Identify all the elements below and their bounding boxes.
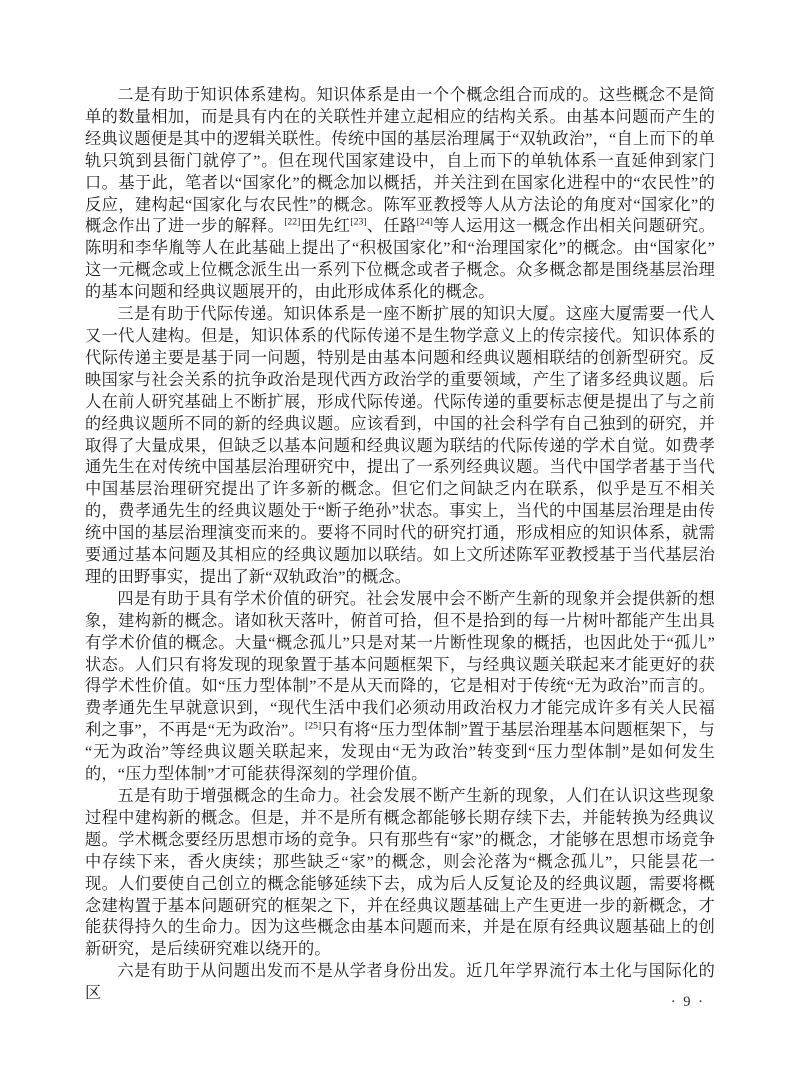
paragraph-5: 六是有助于从问题出发而不是从学者身份出发。近几年学界流行本土化与国际化的区: [85, 962, 715, 1003]
citation-ref: [22]: [284, 217, 301, 229]
paragraph-4: 五是有助于增强概念的生命力。社会发展不断产生新的现象，人们在认识这些现象过程中建构新的概念。但是，并不是所有概念都能够长期存续下去，并能转换为经典议题。学术概念要经历思想市场的竞争。只有那些有“家”的概念，才能够在思想市场竞争中存续下来，香火庚续；那些缺乏“家”的概念，则会沦落为“概念孤儿”，只能昙花一现。人们要使自己创立的概念能够延续下去，成为后人反复论及的经典议题，需要将概念建构置于基本问题研究的框架之下，并在经典议题基础上产生更进一步的新概念，才能获得持久的生命力。因为这些概念由基本问题而来，并是在原有经典议题基础上的创新研究，是后续研究难以绕开的。: [85, 787, 715, 959]
citation-ref: [25]: [305, 720, 322, 732]
citation-ref: [24]: [416, 217, 433, 229]
page-number: · 9 ·: [670, 994, 705, 1010]
body-text: [85, 85, 715, 1005]
paragraph-1: 二是有助于知识体系建构。知识体系是由一个个概念组合而成的。这些概念不是简单的数量相加，而是具有内在的关联性并建立起相应的结构关系。由基本问题而产生的经典议题便是其中的逻辑关联性。传统中国的基层治理属于“双轨政治”，“自上而下的单轨只筑到县衙门就停了”。但在现代国家建设中，自上而下的单轨体系一直延伸到家门口。基于此，笔者以“国家化”的概念加以概括，并关注到在国家化进程中的“农民性”的反应，建构起“国家化与农民性”的概念。陈军亚教授等人从方法论的角度对“国家化”的概念作出了进一步的解释。[22]田先红[23]、任路[24]等人运用这一概念作出相关问题研究。陈明和李华胤等人在此基础上提出了“积极国家化”和“治理国家化”的概念。由“国家化”这一元概念或上位概念派生出一系列下位概念或者子概念。众多概念都是围绕基层治理的基本问题和经典议题展开的，由此形成体系化的概念。: [85, 86, 715, 302]
paragraph-3: 四是有助于具有学术价值的研究。社会发展中会不断产生新的现象并会提供新的想象，建构新的概念。诸如秋天落叶，俯首可拾，但不是拾到的每一片树叶都能产生出具有学术价值的概念。大量“概念孤儿”只是对某一片断性现象的概括，也因此处于“孤儿”状态。人们只有将发现的现象置于基本问题框架下，与经典议题关联起来才能更好的获得学术性价值。如“压力型体制”不是从天而降的，它是相对于传统“无为政治”而言的。费孝通先生早就意识到，“现代生活中我们必须动用政治权力才能完成许多有关人民福利之事”，不再是“无为政治”。[25]只有将“压力型体制”置于基层治理基本问题框架下，与“无为政治”等经典议题关联起来，发现由“无为政治”转变到“压力型体制”是如何发生的，“压力型体制”才可能获得深刻的学理价值。: [85, 589, 715, 784]
citation-ref: [23]: [350, 217, 367, 229]
paragraph-2: 三是有助于代际传递。知识体系是一座不断扩展的知识大厦。这座大厦需要一代人又一代人建构。但是，知识体系的代际传递不是生物学意义上的传宗接代。知识体系的代际传递主要是基于同一问题，特别是由基本问题和经典议题相联结的创新型研究。反映国家与社会关系的抗争政治是现代西方政治学的重要领域，产生了诸多经典议题。后人在前人研究基础上不断扩展，形成代际传递。代际传递的重要标志便是提出了与之前的经典议题所不同的新的经典议题。应该看到，中国的社会科学有自己独到的研究，并取得了大量成果，但缺乏以基本问题和经典议题为联结的代际传递的学术自觉。如费孝通先生在对传统中国基层治理研究中，提出了一系列经典议题。当代中国学者基于当代中国基层治理研究提出了许多新的概念。但它们之间缺乏内在联系，似乎是互不相关的，费孝通先生的经典议题处于“断子绝孙”状态。事实上，当代的中国基层治理是由传统中国的基层治理演变而来的。要将不同时代的研究打通，形成相应的知识体系，就需要通过基本问题及其相应的经典议题加以联结。如上文所述陈军亚教授基于当代基层治理的田野事实，提出了新“双轨政治”的概念。: [85, 305, 715, 586]
